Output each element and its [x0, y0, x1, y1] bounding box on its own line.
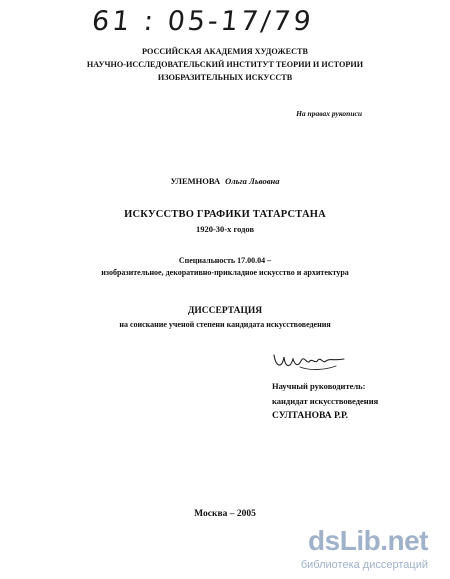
author-given-names: Ольга Львовна — [225, 176, 280, 186]
institution-line-3: ИЗОБРАЗИТЕЛЬНЫХ ИСКУССТВ — [157, 73, 293, 82]
author-surname: УЛЕМНОВА — [170, 176, 221, 186]
author-name — [0, 176, 450, 186]
place-and-year: Москва – 2005 — [194, 509, 256, 519]
supervisor-degree: кандидат искусствоведения — [272, 396, 379, 406]
handwritten-signature — [270, 345, 350, 375]
watermark-caption: библиотека диссертаций — [300, 559, 428, 571]
watermark — [290, 525, 440, 573]
archive-code: 61 : 05-17/79 — [90, 6, 316, 37]
institution-line-2: НАУЧНО-ИССЛЕДОВАТЕЛЬСКИЙ ИНСТИТУТ ТЕОРИИ И ИСТОРИИ — [86, 60, 364, 69]
specialty-code: Специальность 17.00.04 – — [178, 256, 272, 265]
dissertation-title: ИСКУССТВО ГРАФИКИ ТАТАРСТАНА — [124, 209, 326, 220]
supervisor-name: СУЛТАНОВА Р.Р. — [272, 411, 348, 421]
watermark-logo: dsLib.net — [308, 525, 428, 556]
institution-line-1: РОССИЙСКАЯ АКАДЕМИЯ ХУДОЖЕСТВ — [142, 47, 308, 56]
manuscript-note: На правах рукописи — [296, 109, 362, 118]
supervisor-role: Научный руководитель: — [272, 381, 366, 391]
dissertation-years: 1920-30-х годов — [195, 224, 255, 234]
dissertation-label: ДИССЕРТАЦИЯ — [187, 306, 263, 316]
specialty-description: изобразительное, декоративно-прикладное искусство и архитектура — [101, 268, 349, 277]
dissertation-degree: на соискание ученой степени кандидата искусствоведения — [119, 320, 331, 329]
